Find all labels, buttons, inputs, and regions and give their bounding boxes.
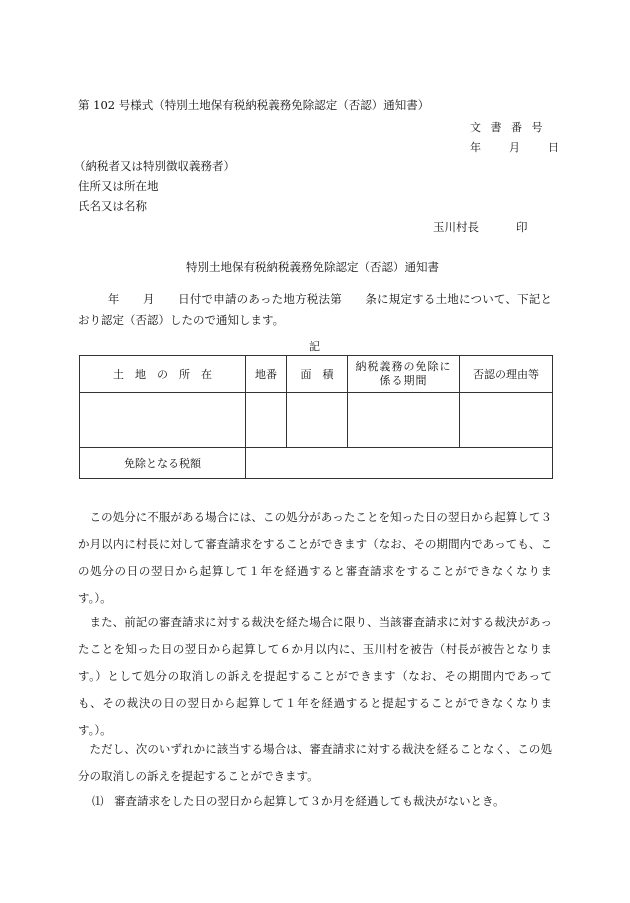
issuer-name: 玉川村長	[433, 220, 479, 234]
notice-heading: 特別土地保有税納税義務免除認定（否認）通知書	[186, 260, 439, 274]
header-land-location: 土 地 の 所 在	[80, 356, 246, 393]
header-exemption-period: 納税義務の免除に係る期間	[348, 356, 460, 393]
tax-value	[246, 448, 553, 479]
form-title: 第 102 号様式（特別土地保有税納税義務免除認定（否認）通知書）	[78, 98, 430, 112]
name-label: 氏名又は名称	[78, 199, 147, 213]
cell-area	[287, 393, 348, 448]
ki-label: 記	[309, 340, 320, 353]
cell-lot-number	[246, 393, 287, 448]
item-1-marker: ⑴	[92, 794, 104, 808]
exception-paragraph: ただし、次のいずれかに該当する場合は、審査請求に対する裁決を経ることなく、この処分の取消しの訴えを提起することができます。	[78, 742, 552, 783]
item-1-text: 審査請求をした日の翌日から起算して３か月を経過しても裁決がないとき。	[114, 794, 505, 808]
intro-paragraph: 年 月 日付で申請のあった地方税法第 条に規定する土地について、下記とおり認定（否認）したので通知します。	[78, 292, 552, 327]
table-header-row	[80, 356, 553, 393]
cell-land-location	[80, 393, 246, 448]
header-lot-number: 地番	[246, 356, 287, 393]
cell-denial-reason	[460, 393, 553, 448]
document-number-label: 文 書 番 号	[470, 121, 546, 134]
date-line: 年 月 日	[470, 141, 561, 154]
cell-exemption-period	[348, 393, 460, 448]
address-label: 住所又は所在地	[78, 179, 159, 193]
header-area: 面 積	[287, 356, 348, 393]
table-row	[80, 393, 553, 448]
tax-label: 免除となる税額	[80, 448, 246, 479]
seal-mark: 印	[516, 220, 528, 234]
lawsuit-paragraph: また、前記の審査請求に対する裁決を経た場合に限り、当該審査請求に対する裁決があったことを知った日の翌日から起算して６か月以内に、玉川村を被告（村長が被告となります。）として処分の取消しの訴えを提起することができます（なお、その期間内であっても、その裁決の日の翌日から起算して１年を経過すると提起することができなくなります。）。	[78, 615, 552, 737]
tax-row	[80, 448, 553, 479]
recipient-heading: （納税者又は特別徴収義務者）	[74, 159, 235, 173]
header-denial-reason: 否認の理由等	[460, 356, 553, 393]
appeal-paragraph: この処分に不服がある場合には、この処分があったことを知った日の翌日から起算して３か月以内に村長に対して審査請求をすることができます（なお、その期間内であっても、この処分の日の翌日から起算して１年を経過すると審査請求をすることができなくなります。）。	[78, 510, 552, 605]
land-table	[79, 355, 553, 479]
